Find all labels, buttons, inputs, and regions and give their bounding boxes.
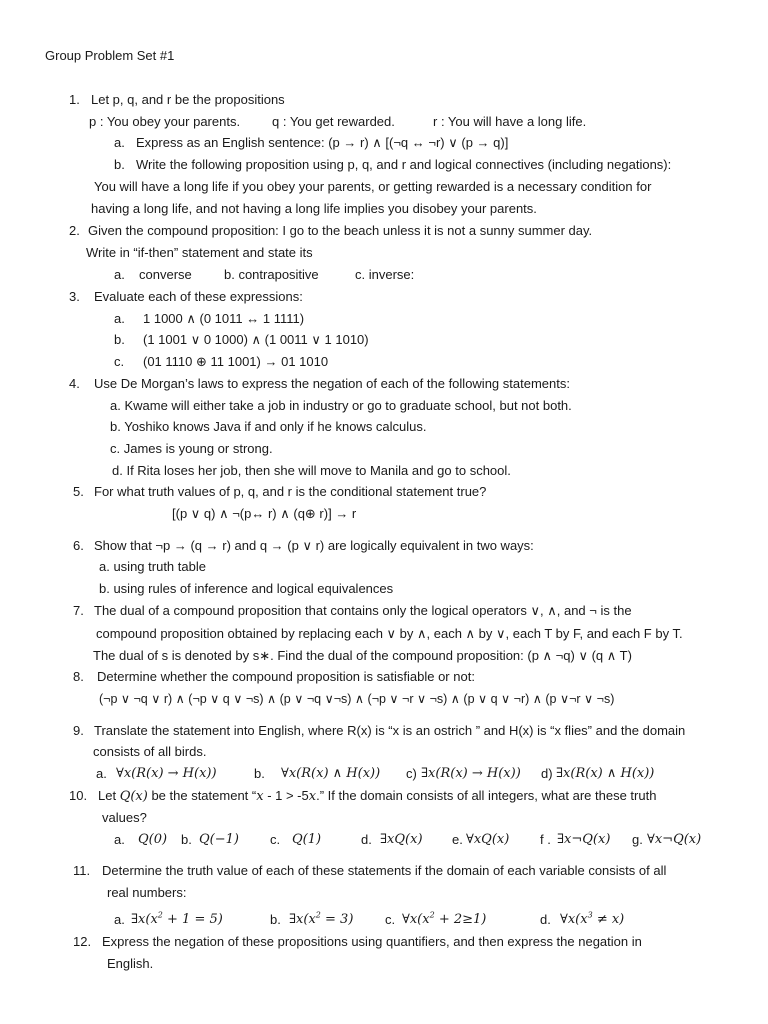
q2-text: Given the compound proposition: I go to the beach unless it is not a sunny summer day. <box>88 223 593 238</box>
q1-prop-q: q : You get rewarded. <box>272 114 395 129</box>
q2a-text: converse <box>139 267 192 282</box>
q11b-exp: 2 <box>315 910 321 920</box>
q5-formula: [(p ∨ q) ∧ ¬(p↔ r) ∧ (q⊕ r)] → r <box>172 506 357 521</box>
q12-line2: English. <box>107 956 154 971</box>
q11-line2: real numbers: <box>107 885 187 900</box>
q6a-text: a. using truth table <box>99 559 206 574</box>
q2-number: 2. <box>69 223 80 238</box>
q11a-pre: ∃x(x <box>131 912 158 927</box>
q3b-text: (1 1001 ∨ 0 1000) ∧ (1 0011 ∨ 1 1010) <box>143 332 369 347</box>
q10-line1-d: x <box>256 789 264 804</box>
q7-number: 7. <box>73 603 84 618</box>
q8-text: Determine whether the compound proposition is satisfiable or not: <box>97 669 475 684</box>
q7-line3: The dual of s is denoted by s∗. Find the dual of the compound proposition: (p ∧ ¬q) ∨ (q ∧ T) <box>93 648 632 663</box>
q6b-text: b. using rules of inference and logical equivalences <box>99 581 394 596</box>
q11a-label: a. <box>114 912 125 927</box>
q1b-line1: You will have a long life if you obey your parents, or getting rewarded is a necessary condition for <box>94 179 652 194</box>
q10a-math: Q(0) <box>138 832 168 847</box>
q9-line1: Translate the statement into English, where R(x) is “x is an ostrich ” and H(x) is “x flies” and the domain <box>94 723 686 738</box>
q10d-math: ∃xQ(x) <box>380 832 423 847</box>
q10-line2: values? <box>102 810 147 825</box>
q6-number: 6. <box>73 538 84 553</box>
q4c-text: c. James is young or strong. <box>110 441 273 456</box>
q9d-math: ∃x(R(x) ∧ H(x)) <box>556 766 655 781</box>
q11d-post: ≠ x) <box>592 912 625 927</box>
q3a-label: a. <box>114 311 125 326</box>
q4d-text: d. If Rita loses her job, then she will move to Manila and go to school. <box>112 463 511 478</box>
q11-line1: Determine the truth value of each of these statements if the domain of each variable consists of all <box>102 863 667 878</box>
q10-line1 <box>98 787 656 806</box>
q1a-text: Express as an English sentence: (p → r) ∧ [(¬q ↔ ¬r) ∨ (p → q)] <box>136 135 509 150</box>
q10-line1-f: x <box>308 789 317 804</box>
q9a-label: a. <box>96 766 107 781</box>
q10d-label: d. <box>361 832 372 847</box>
q9c-math: ∃x(R(x) → H(x)) <box>421 766 521 781</box>
q3c-text: (01 1110 ⊕ 11 1001) → 01 1010 <box>143 354 329 369</box>
q8-number: 8. <box>73 669 84 684</box>
q10c-math: Q(1) <box>292 832 322 847</box>
q9c-label: c) <box>406 766 417 781</box>
q11a-exp: 2 <box>157 910 163 920</box>
q10f-label: f . <box>540 832 551 847</box>
q5-text: For what truth values of p, q, and r is the conditional statement true? <box>94 484 487 499</box>
q12-line1: Express the negation of these propositions using quantifiers, and then express the negation in <box>102 934 642 949</box>
q4-number: 4. <box>69 376 80 391</box>
q5-number: 5. <box>73 484 84 499</box>
q4-text: Use De Morgan’s laws to express the negation of each of the following statements: <box>94 376 570 391</box>
q10e-label: e. <box>452 832 463 847</box>
q10-line1-e: - 1 > -5 <box>263 788 309 803</box>
q8-formula: (¬p ∨ ¬q ∨ r) ∧ (¬p ∨ q ∨ ¬s) ∧ (p ∨ ¬q ∨¬s) ∧ (¬p ∨ ¬r ∨ ¬s) ∧ (p ∨ q ∨ ¬r) ∧ (p ∨¬r ∨ ¬s) <box>99 692 615 706</box>
q10g-label: g. <box>632 832 643 847</box>
q10-number: 10. <box>69 788 88 803</box>
q10-line1-a: Let <box>98 788 120 803</box>
q2a-label: a. <box>114 267 125 282</box>
q10g-math: ∀x¬Q(x) <box>647 832 702 847</box>
q10-line1-c: be the statement “ <box>147 788 257 803</box>
q10-line1-b: Q(x) <box>119 789 148 804</box>
q11b-pre: ∃x(x <box>289 912 316 927</box>
q3-text: Evaluate each of these expressions: <box>94 289 303 304</box>
q10f-math: ∃x¬Q(x) <box>557 832 611 847</box>
q2b-text: b. contrapositive <box>224 267 319 282</box>
q3-number: 3. <box>69 289 80 304</box>
q9d-label: d) <box>541 766 553 781</box>
q10e-math: ∀xQ(x) <box>466 832 510 847</box>
q1-number: 1. <box>69 92 80 107</box>
q10a-label: a. <box>114 832 125 847</box>
q7-line1: The dual of a compound proposition that contains only the logical operators ∨, ∧, and ¬ is the <box>94 603 632 618</box>
q11b-math <box>289 911 353 929</box>
q11d-math <box>560 911 624 929</box>
q11c-post: + 2≥1) <box>434 912 487 927</box>
q11b-post: = 3) <box>320 912 354 927</box>
q9b-math: ∀x(R(x) ∧ H(x)) <box>281 766 381 781</box>
q11b-label: b. <box>270 912 281 927</box>
q11a-math <box>131 911 223 929</box>
q11c-math <box>402 911 486 929</box>
q10c-label: c. <box>270 832 281 847</box>
q3b-label: b. <box>114 332 125 347</box>
q3c-label: c. <box>114 354 125 369</box>
q1b-label: b. <box>114 157 125 172</box>
q4a-text: a. Kwame will either take a job in industry or go to graduate school, but not both. <box>110 398 572 413</box>
q11c-exp: 2 <box>429 910 435 920</box>
q1-prop-p: p : You obey your parents. <box>89 114 241 129</box>
q11c-pre: ∀x(x <box>402 912 430 927</box>
q12-number: 12. <box>73 934 92 949</box>
q6-text: Show that ¬p → (q → r) and q → (p ∨ r) are logically equivalent in two ways: <box>94 538 534 553</box>
q11d-label: d. <box>540 912 551 927</box>
q11a-post: + 1 = 5) <box>162 912 223 927</box>
q11-number: 11. <box>73 863 91 878</box>
q9a-math: ∀x(R(x) → H(x)) <box>116 766 217 781</box>
q3a-text: 1 1000 ∧ (0 1011 ↔ 1 1111) <box>143 311 305 326</box>
q1-prop-r: r : You will have a long life. <box>433 114 587 129</box>
q9-number: 9. <box>73 723 84 738</box>
q4b-text: b. Yoshiko knows Java if and only if he knows calculus. <box>110 419 427 434</box>
q1-text: Let p, q, and r be the propositions <box>91 92 285 107</box>
q9b-label: b. <box>254 766 265 781</box>
q11d-pre: ∀x(x <box>560 912 588 927</box>
q2-line2: Write in “if-then” statement and state its <box>86 245 313 260</box>
q11c-label: c. <box>385 912 396 927</box>
q11d-exp: 3 <box>587 910 593 920</box>
q7-line2: compound proposition obtained by replacing each ∨ by ∧, each ∧ by ∨, each T by F, and each F by T. <box>96 626 683 641</box>
q1b-text: Write the following proposition using p, q, and r and logical connectives (including negations): <box>136 157 672 172</box>
page-title: Group Problem Set #1 <box>45 48 175 63</box>
q2c-text: c. inverse: <box>355 267 415 282</box>
q10b-math: Q(−1) <box>199 832 239 847</box>
q9-line2: consists of all birds. <box>93 744 207 759</box>
q1a-label: a. <box>114 135 125 150</box>
q10-line1-g: .” If the domain consists of all integers, what are these truth <box>316 788 657 803</box>
q10b-label: b. <box>181 832 192 847</box>
q1b-line2: having a long life, and not having a long life implies you disobey your parents. <box>91 201 537 216</box>
